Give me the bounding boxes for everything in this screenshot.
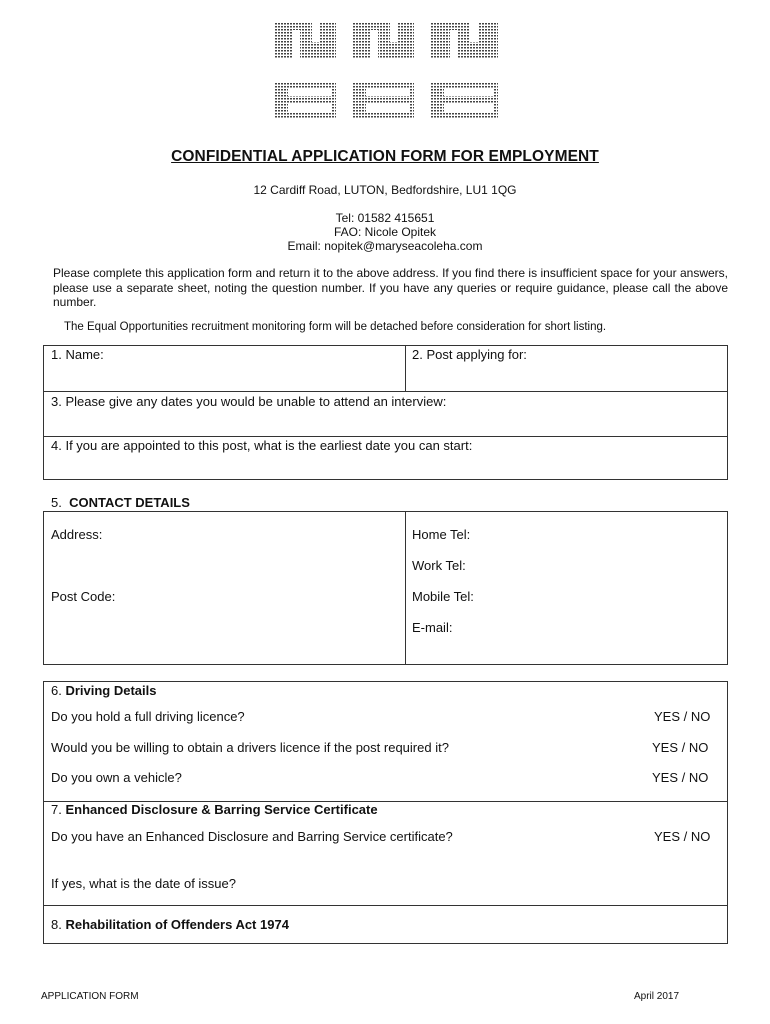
row-divider bbox=[44, 391, 727, 392]
dbs-issue-date-question[interactable]: If yes, what is the date of issue? bbox=[51, 876, 236, 891]
section-number: 5. bbox=[51, 495, 62, 510]
contact-details-heading bbox=[51, 495, 190, 510]
dbs-certificate-question: Do you have an Enhanced Disclosure and Barring Service certificate? bbox=[51, 829, 453, 844]
work-tel-field-label[interactable]: Work Tel: bbox=[412, 558, 466, 573]
fao-contact: FAO: Nicole Opitek bbox=[333, 225, 437, 239]
section-title: Rehabilitation of Offenders Act 1974 bbox=[65, 917, 289, 932]
instructions-paragraph: Please complete this application form and return it to the above address. If you find there is insufficient space for your answers, please use a separate sheet, noting the question number. If you have any queries or require guidance, please call the above number. bbox=[53, 266, 728, 309]
full-licence-question: Do you hold a full driving licence? bbox=[51, 709, 245, 724]
start-date-field-label[interactable]: 4. If you are appointed to this post, what is the earliest date you can start: bbox=[51, 438, 473, 453]
postcode-field-label[interactable]: Post Code: bbox=[51, 589, 116, 604]
footer-date: April 2017 bbox=[634, 991, 680, 1002]
unavailable-dates-field-label[interactable]: 3. Please give any dates you would be unable to attend an interview: bbox=[51, 394, 447, 409]
rehabilitation-heading bbox=[51, 917, 289, 932]
office-telephone: Tel: 01582 415651 bbox=[335, 211, 435, 225]
section-number: 8. bbox=[51, 917, 62, 932]
disclosure-heading bbox=[51, 802, 378, 817]
own-vehicle-question: Do you own a vehicle? bbox=[51, 770, 182, 785]
form-title: CONFIDENTIAL APPLICATION FORM FOR EMPLOYMENT bbox=[171, 148, 599, 165]
organization-logo bbox=[272, 20, 500, 122]
section-title: CONTACT DETAILS bbox=[69, 495, 190, 510]
post-applying-field-label[interactable]: 2. Post applying for: bbox=[412, 347, 527, 362]
obtain-licence-question: Would you be willing to obtain a drivers licence if the post required it? bbox=[51, 740, 449, 755]
dbs-certificate-yes-no[interactable]: YES / NO bbox=[654, 829, 711, 844]
driving-details-heading bbox=[51, 683, 157, 698]
office-address: 12 Cardiff Road, LUTON, Bedfordshire, LU1 1QG bbox=[253, 183, 517, 197]
full-licence-yes-no[interactable]: YES / NO bbox=[654, 709, 711, 724]
section-number: 6. bbox=[51, 683, 62, 698]
row-divider bbox=[44, 436, 727, 437]
contact-details-table bbox=[43, 511, 728, 665]
personal-details-table bbox=[43, 345, 728, 480]
address-field-label[interactable]: Address: bbox=[51, 527, 103, 542]
equal-opportunities-note: The Equal Opportunities recruitment monitoring form will be detached before consideration for short listing. bbox=[64, 321, 607, 333]
footer-form-name: APPLICATION FORM bbox=[41, 991, 139, 1002]
name-field-label[interactable]: 1. Name: bbox=[51, 347, 104, 362]
obtain-licence-yes-no[interactable]: YES / NO bbox=[652, 740, 709, 755]
section-title: Enhanced Disclosure & Barring Service Certificate bbox=[65, 802, 378, 817]
contact-email: Email: nopitek@maryseacoleha.com bbox=[287, 239, 483, 253]
column-divider bbox=[405, 512, 406, 664]
section-number: 7. bbox=[51, 802, 62, 817]
mobile-tel-field-label[interactable]: Mobile Tel: bbox=[412, 589, 474, 604]
driving-disclosure-table bbox=[43, 681, 728, 944]
email-field-label[interactable]: E-mail: bbox=[412, 620, 453, 635]
home-tel-field-label[interactable]: Home Tel: bbox=[412, 527, 471, 542]
column-divider bbox=[405, 346, 406, 391]
section-title: Driving Details bbox=[65, 683, 157, 698]
row-divider bbox=[44, 905, 727, 906]
own-vehicle-yes-no[interactable]: YES / NO bbox=[652, 770, 709, 785]
